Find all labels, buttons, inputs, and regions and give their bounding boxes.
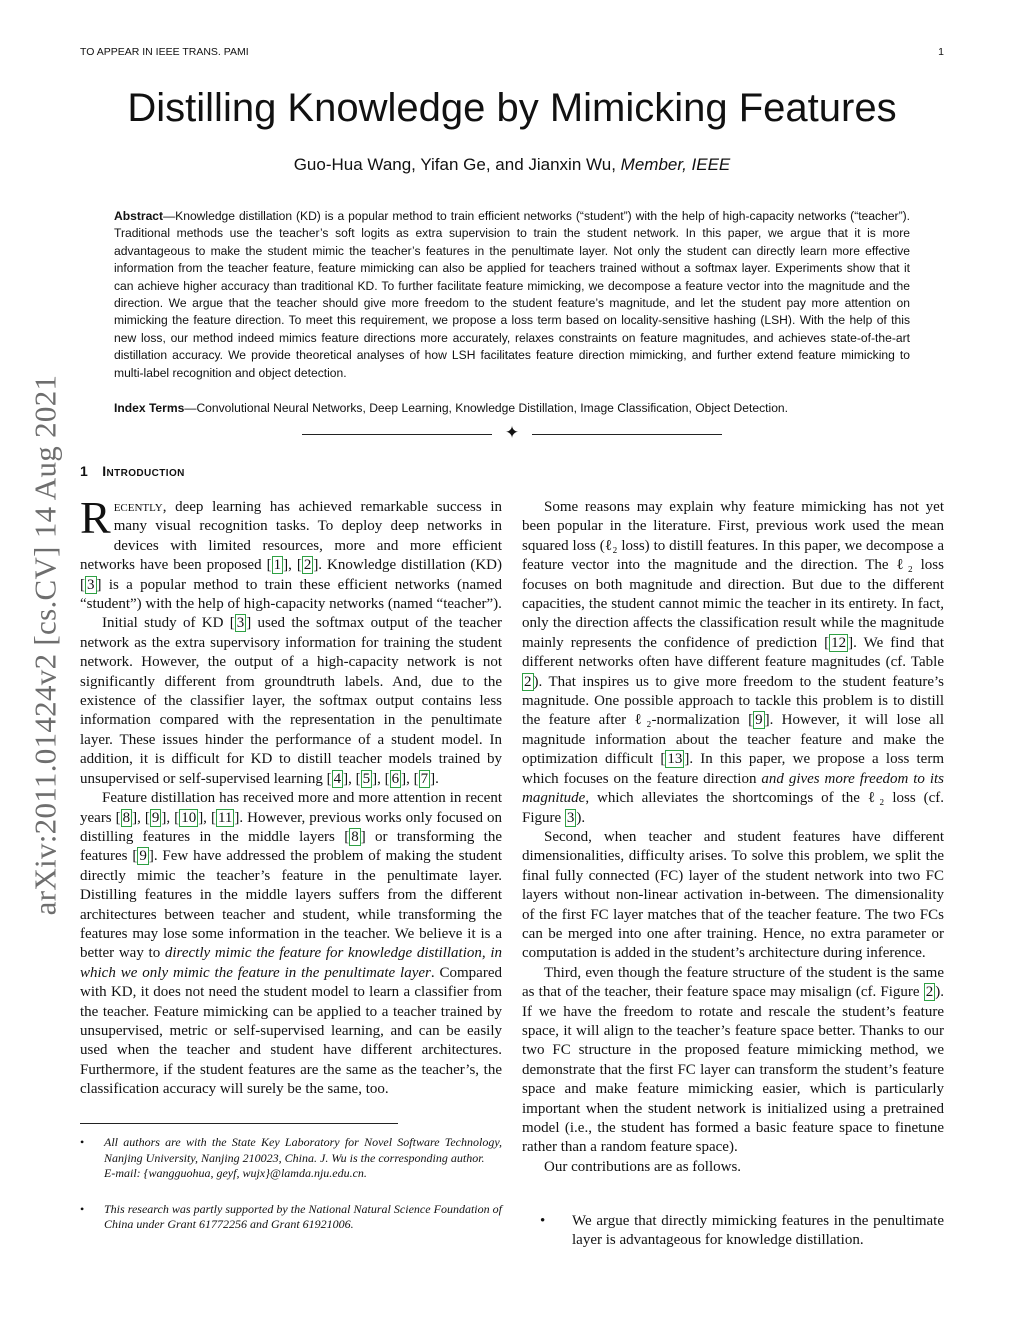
citation-link[interactable]: 13 — [667, 751, 683, 768]
figure-reference-link[interactable]: 2 — [925, 984, 934, 1001]
footnote-funding-text: This research was partly supported by the National Natural Science Foundation of China under Grant 61772256 and Grant 61921006. — [104, 1201, 502, 1231]
text-run: Initial study of KD [ — [102, 615, 235, 632]
citation-link[interactable]: 12 — [831, 634, 847, 651]
right-column — [522, 498, 944, 1177]
bullet-icon: • — [80, 1201, 85, 1216]
citation-link[interactable]: 8 — [122, 809, 131, 826]
smallcaps-lead: ecently — [113, 499, 163, 515]
footnotes — [80, 1135, 502, 1233]
intro-paragraph-7: Our contributions are as follows. — [544, 1158, 742, 1175]
citation-link[interactable]: 10 — [181, 809, 197, 826]
section-number: 1 — [80, 463, 89, 479]
text-run: Third, even though the feature structure of the student is the same as that of the teacher, their feature space may misalign (cf. Figure — [522, 964, 944, 1001]
arxiv-stamp-text: arXiv:2011.01424v2 [cs.CV] 14 Aug 2021 — [27, 374, 62, 916]
text-run: ). — [576, 809, 586, 826]
text-run: ]. However, previous works only focused on distilling features in the middle layers [ — [80, 809, 502, 845]
intro-paragraph-6 — [522, 964, 944, 1158]
citation-link[interactable]: 4 — [333, 770, 342, 787]
running-head: TO APPEAR IN IEEE TRANS. PAMI — [80, 46, 249, 58]
text-run: . Compared with KD, it does not need the student model to learn a classifier from the teacher. Feature mimicking can be applied to a teacher trained by unsupervised, metric or self-supervised learning, and can be easily used when the teacher and student have different architectures. Furthermore, if the student features are the same as the teacher’s, the classification accuracy will surely be the same, too. — [80, 964, 502, 1098]
author-line — [0, 155, 1024, 175]
section-heading — [80, 463, 185, 479]
divider-star-icon: ✦ — [504, 423, 520, 442]
citation-link[interactable]: 9 — [755, 712, 763, 729]
citation-link[interactable]: 8 — [351, 828, 359, 845]
section-divider — [302, 423, 722, 442]
intro-paragraph-2 — [80, 614, 502, 789]
index-terms-text: —Convolutional Neural Networks, Deep Learning, Knowledge Distillation, Image Classification, Object Detection. — [184, 401, 789, 415]
citation-link[interactable]: 6 — [391, 770, 400, 787]
bullet-icon: • — [540, 1213, 546, 1229]
text-run: ], [ — [283, 557, 302, 574]
citation-link[interactable]: 1 — [273, 557, 282, 574]
intro-paragraph-1 — [80, 492, 502, 614]
left-column — [80, 492, 503, 1100]
citation-link[interactable]: 11 — [217, 809, 233, 826]
text-run: , deep learning has achieved remarkable success in many visual recognition tasks. To deploy deep networks in devices with limited resources, more and more efficient networks have been proposed [ — [80, 499, 502, 574]
footnote-email: E-mail: {wangguohua, geyf, wujx}@lamda.nju.edu.cn. — [104, 1166, 367, 1180]
contributions-list — [522, 1212, 944, 1251]
citation-link[interactable]: 9 — [151, 809, 160, 826]
citation-link[interactable]: 2 — [303, 557, 312, 574]
citation-link[interactable]: 9 — [139, 848, 147, 865]
page-number: 1 — [938, 46, 944, 58]
divider-line-right — [532, 434, 722, 435]
text-run: ], [ — [372, 770, 390, 787]
table-reference-link[interactable]: 2 — [524, 673, 532, 690]
text-run: ], [ — [132, 809, 150, 826]
intro-paragraph-3 — [80, 789, 502, 1100]
text-run: ], [ — [161, 809, 180, 826]
divider-line-left — [302, 434, 492, 435]
footnote-funding — [80, 1202, 502, 1233]
abstract — [114, 208, 910, 382]
text-run: ], [ — [401, 770, 419, 787]
text-run: ] is a popular method to train these efficient networks (named “student”) with the help of high-capacity networks (named “teacher”). — [80, 576, 502, 613]
index-terms — [114, 400, 910, 417]
text-run: ]. Few have addressed the problem of making the student directly mimic the teacher’s feature in the penultimate layer. Distilling features in the middle layers suffers from the different architectures between teacher and student, while transforming the features may lose some information in the teacher. We believe it is a better way to — [80, 848, 502, 962]
index-terms-label: Index Terms — [114, 401, 185, 415]
text-run: ). That inspires us to give more freedom to the student feature’s magnitude. One possible approach to tackle this problem is to distill the feature after ℓ₂-normalization [ — [522, 673, 944, 729]
section-title: Introduction — [102, 463, 185, 479]
text-run: ]. In this paper, we propose a loss term which focuses on the feature direction — [522, 751, 944, 787]
intro-paragraph-4 — [522, 498, 944, 828]
author-membership: Member, IEEE — [620, 155, 731, 174]
list-item — [522, 1212, 944, 1251]
text-run: ]. However, it will lose all magnitude information about the teacher feature and make the optimization difficult [ — [522, 712, 944, 768]
emphasis-text: directly mimic the feature for knowledge distillation, in which we only mimic the feature in the penultimate layer — [80, 945, 502, 981]
drop-cap: R — [80, 492, 111, 543]
intro-paragraph-5: Second, when teacher and student features have different dimensionalities, difficulty arises. To solve this problem, we split the final fully connected (FC) layer of the student network into two FC layers without non-linear activation in-between. The dimensionality of the first FC layer matches that of the teacher feature. The two FCs can be merged into one after training. Hence, no extra parameter or computation is added in the student’s architecture during inference. — [522, 828, 944, 962]
footnote-rule — [80, 1123, 398, 1124]
citation-link[interactable]: 7 — [420, 770, 429, 787]
figure-reference-link[interactable]: 3 — [566, 809, 575, 826]
text-run: ). If we have the freedom to rotate and rescale the student’s feature space, it will align to the teacher’s feature space better. Thanks to our two FC structure in the proposed feature mimicking method, we demonstrate that the first FC layer can transform the student’s feature space and make feature mimicking easier, which is particularly important when the student network is initialized using a pretrained model (i.e., the student has formed a basic feature space to finetune rather than a random feature space). — [522, 984, 944, 1156]
text-run: ]. We find that different networks often have different feature magnitudes (cf. Table — [522, 634, 945, 671]
text-run: ]. Knowledge distillation (KD) [ — [80, 557, 502, 593]
text-run: Feature distillation has received more and more attention in recent years [ — [80, 790, 502, 826]
text-run: ] used the softmax output of the teacher network as the extra supervisory information for training the student network. However, the output of a high-capacity network is not significantly different from groundtruth labels. And, due to the existence of the classifier layer, the softmax output contains less information compared with the representation in the penultimate layer. These issues hinder the performance of a student model. In addition, it is difficult for KD to distill teacher models trained by unsupervised or self-supervised learning [ — [80, 615, 503, 787]
abstract-label: Abstract — [114, 209, 164, 223]
arxiv-stamp — [20, 350, 70, 940]
text-run: ], [ — [198, 809, 216, 826]
list-item-text: We argue that directly mimicking features in the penultimate layer is advantageous for knowledge distillation. — [572, 1213, 944, 1249]
bullet-icon: • — [80, 1135, 85, 1149]
citation-link[interactable]: 3 — [87, 576, 95, 593]
abstract-text: —Knowledge distillation (KD) is a popular method to train efficient networks (“student”) with the help of high-capacity networks (“teacher”). Traditional methods use the teacher’s soft logits as extra supervision to train the student network. In this paper, we argue that it is more advantageous to make the student mimic the teacher’s features in the penultimate layer. Not only the student can directly learn more effective information from the teacher feature, feature mimicking can also be applied for teachers trained without a softmax layer. Experiments show that it can achieve higher accuracy than traditional KD. To further facilitate feature mimicking, we decompose a feature vector into the magnitude and the direction. We argue that the teacher should give more freedom to the student feature’s magnitude, and let the student pay more attention on mimicking the feature direction. To meet this requirement, we propose a loss term based on locality-sensitive hashing (LSH). With the help of this new loss, our method indeed mimics feature directions more accurately, relaxes constraints on feature magnitudes, and achieves state-of-the-art distillation accuracy. We provide theoretical analyses of how LSH facilitates feature direction mimicking, and further extend feature mimicking to multi-label recognition and object detection. — [114, 209, 910, 380]
footnote-affiliation — [80, 1135, 502, 1182]
paper-title: Distilling Knowledge by Mimicking Features — [127, 86, 897, 130]
text-run: , which alleviates the shortcomings of the ℓ₂ loss (cf. Figure — [522, 790, 944, 826]
text-run: ]. — [430, 770, 439, 787]
citation-link[interactable]: 5 — [362, 770, 371, 787]
footnote-affiliation-text: All authors are with the State Key Laboratory for Novel Software Technology, Nanjing University, Nanjing 210023, China. J. Wu is the corresponding author. — [104, 1135, 502, 1165]
text-run: Some reasons may explain why feature mimicking has not yet been popular in the literature. First, previous work used the mean squared loss (ℓ₂ loss) to distill features. In this paper, we decompose a feature vector into the magnitude and the direction. The ℓ₂ loss focuses on both magnitude and direction. But due to the different capacities, the student cannot mimic the teacher in its entirety. In fact, only the direction affects the classification result while the magnitude mainly represents the confidence of prediction [ — [522, 499, 944, 651]
citation-link[interactable]: 3 — [236, 615, 245, 632]
author-names: Guo-Hua Wang, Yifan Ge, and Jianxin Wu, — [293, 155, 616, 174]
text-run: ], [ — [343, 770, 361, 787]
emphasis-text: and gives more freedom to its magnitude — [522, 770, 945, 807]
text-run: ] or transforming the features [ — [80, 828, 502, 865]
